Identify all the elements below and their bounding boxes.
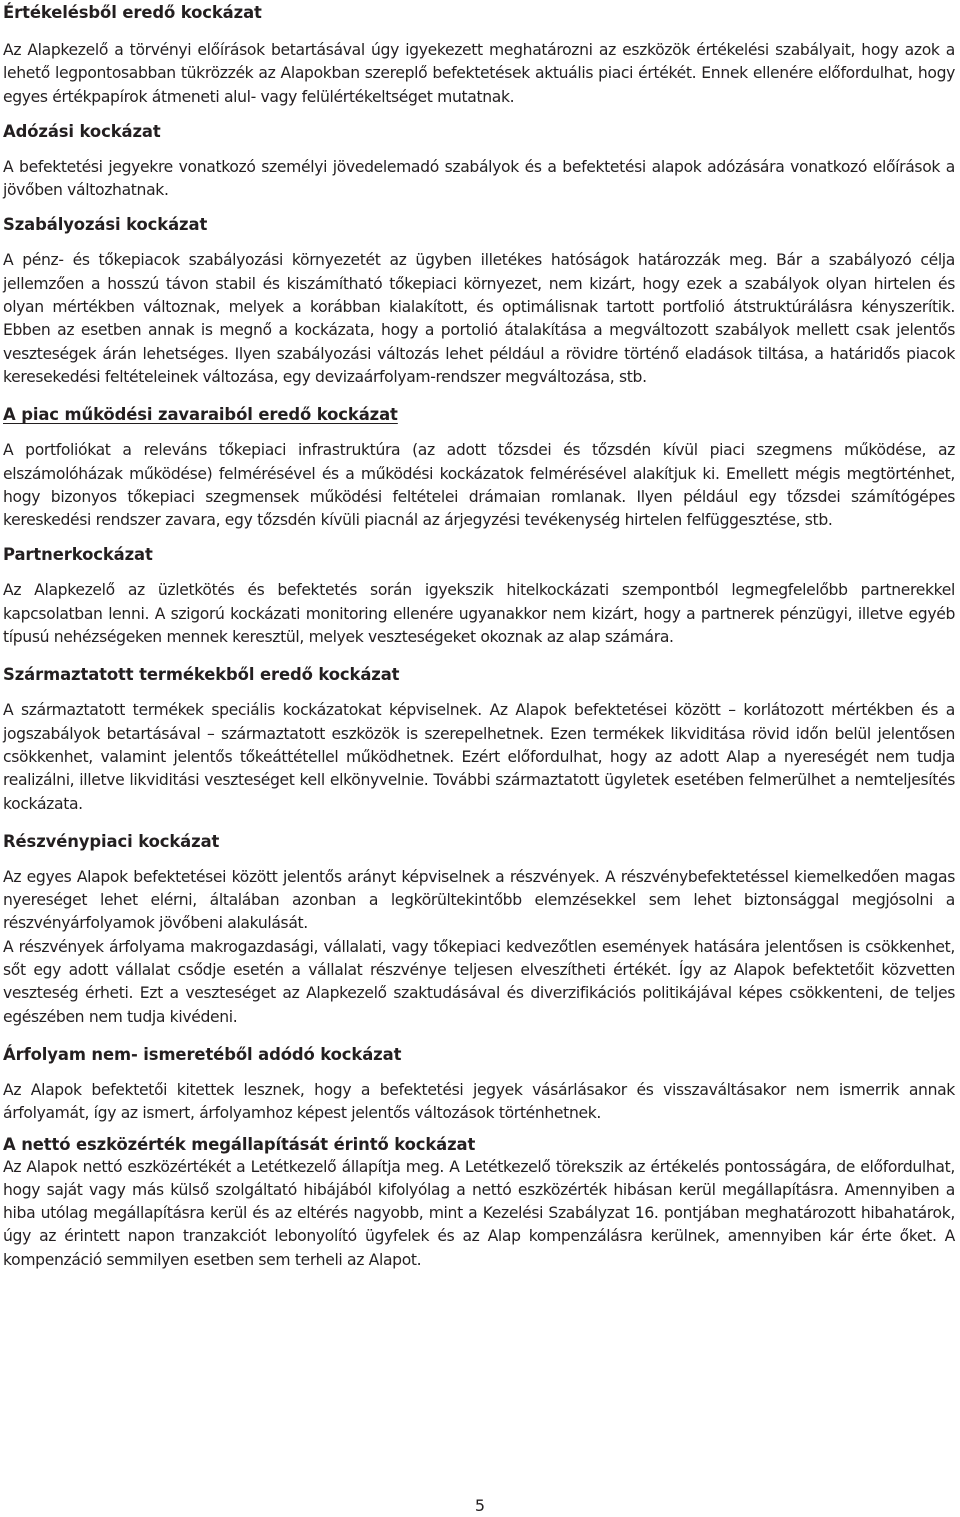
- section-paragraph: Az Alapok nettó eszközértékét a Letétkezelő állapítja meg. A Letétkezelő törekszik az értékelés pontosságára, de előfordulhat, hogy saját vagy más külső szolgáltató hibájából kifolyólag a nettó eszközérték hibásan kerül megállapításra. Amennyiben a hiba utólag megállapításra kerül és az eltérés nagyobb, mint a Kezelési Szabályzat 16. pontjában meghatározott hibahatárok, úgy az érintett napon tranzakciót lebonyolító ügyfelek és az Alap kompenzálásra kerülnek, amennyiben kár érte őket. A kompenzáció semmilyen esetben sem terheli az Alapot.: [3, 1157, 955, 1269]
- section-heading: Részvénypiaci kockázat: [3, 831, 220, 851]
- section-derivatives-risk: [3, 664, 955, 815]
- section-paragraph: Az Alapok befektetői kitettek lesznek, hogy a befektetési jegyek vásárlásakor és visszaváltásakor nem ismerrik annak árfolyamát, így az ismert, árfolyamhoz képest jelentős változások történhetnek.: [3, 1080, 955, 1123]
- section-heading: A nettó eszközérték megállapítását érintő kockázat: [3, 1134, 476, 1154]
- section-paragraph: Az Alapkezelő az üzletkötés és befektetés során igyekszik hitelkockázati szempontból legmegfelelőbb partnerekkel kapcsolatban lenni. A szigorú kockázati monitoring ellenére ugyanakkor nem kizárt, hogy a partnerek pénzügyi, illetve egyéb típusú nehézségeken mennek keresztül, melyek veszteségeket okoznak az alap számára.: [3, 581, 955, 647]
- section-valuation-risk: [3, 0, 955, 109]
- section-market-disruption-risk: [3, 404, 955, 532]
- section-paragraph: A befektetési jegyekre vonatkozó személyi jövedelemadó szabályok és a befektetési alapok adózására vonatkozó előírások a jövőben változhatnak.: [3, 157, 955, 200]
- section-heading: Értékelésből eredő kockázat: [3, 3, 262, 22]
- section-heading: Származtatott termékekből eredő kockázat: [3, 665, 400, 685]
- section-tax-risk: [3, 121, 955, 203]
- page-number: 5: [474, 1496, 486, 1515]
- section-paragraph: A pénz- és tőkepiacok szabályozási környezetét az ügyben illetékes hatóságok határozzák meg. Bár a szabályozó célja jellemzően a hosszú távon stabil és kiszámítható tőkepiaci környezet, nem kizárt, hogy ezek a szabályok olyan hirtelen és olyan mértékben változnak, melyek a korábban kialakított, és optimálisnak tartott portfolió átstruktúrálásra kényszerítik. Ebben az esetben annak is megnő a kockázata, hogy a portolió átalakítása a megváltozott szabályok mellett csak jelentős veszteségek árán lehetséges. Ilyen szabályozási változás lehet például a rövidre történő eladások tiltása, a határidős piacok keresekedési feltételeinek változása, egy devizaárfolyam-rendszer megváltozása, stb.: [3, 251, 955, 386]
- section-nav-determination-risk: [3, 1134, 955, 1272]
- section-heading: Adózási kockázat: [3, 121, 161, 141]
- section-equity-market-risk: [3, 831, 955, 1029]
- section-paragraph: Az Alapkezelő a törvényi előírások betartásával úgy igyekezett meghatározni az eszközök értékelési szabályait, hogy azok a lehető legpontosabban tükrözzék az Alapokban szereplő befektetések aktuális piaci értékét. Ennek ellenére előfordulhat, hogy egyes értékpapírok átmeneti alul- vagy felülértékeltséget mutatnak.: [3, 41, 955, 106]
- section-heading: A piac működési zavaraiból eredő kockázat: [3, 405, 398, 425]
- document-page: [3, 0, 955, 1272]
- section-heading: Partnerkockázat: [3, 545, 153, 565]
- section-regulatory-risk: [3, 214, 955, 389]
- section-heading: Szabályozási kockázat: [3, 215, 208, 235]
- section-paragraph: A portfoliókat a releváns tőkepiaci infrastruktúra (az adott tőzsdei és tőzsdén kívül piaci szegmens működése, az elszámolóházak működése) felmérésével és a működési kockázatok felmérésével alakítjuk ki. Emellett mégis megtörténhet, hogy bizonyos tőkepiaci szegmensek működési feltételei drámaian romlanak. Ilyen például egy tőzsdei számítógépes kereskedési rendszer zavara, egy tőzsdén kívüli piacnál az árjegyzési tevékenység hirtelen felfüggesztése, stb.: [3, 441, 955, 530]
- section-paragraph: Az egyes Alapok befektetései között jelentős arányt képviselnek a részvények. A részvénybefektetéssel kiemelkedően magas nyereséget lehet elérni, általában azonban a legkörültekintőbb elemzésekkel sem lehet biztonsággal megjósolni a részvényárfolyamok jövőbeni alakulását.: [3, 867, 955, 933]
- section-heading: Árfolyam nem- ismeretéből adódó kockázat: [3, 1044, 402, 1064]
- section-paragraph: A származtatott termékek speciális kockázatokat képviselnek. Az Alapok befektetései között – korlátozott mértékben és a jogszabályok betartásával – származtatott eszközök is szerepelhetnek. Ezen termékek likviditása rövid időn belül jelentősen csökkenhet, valamint jelentős tőkeáttétellel működhetnek. Ezért előfordulhat, hogy az adott Alap a nyereségét nem tudja realizálni, illetve likviditási veszteséget kell elkönyvelnie. További származtatott ügyletek esetében felmerülhet a nemteljesítés kockázata.: [3, 701, 955, 813]
- section-unknown-price-risk: [3, 1044, 955, 1126]
- section-counterparty-risk: [3, 544, 955, 649]
- section-paragraph: A részvények árfolyama makrogazdasági, vállalati, vagy tőkepiaci kedvezőtlen események hatására jelentősen is csökkenhet, sőt egy adott vállalat csődje esetén a vállalat részvénye teljesen elveszítheti értékét. Így az Alapok befektetőit közvetten veszteség érheti. Ezt a veszteséget az Alapkezelő szaktudásával és diverzifikációs politikájával képes csökkenteni, de teljes egészében nem tudja kivédeni.: [3, 937, 955, 1026]
